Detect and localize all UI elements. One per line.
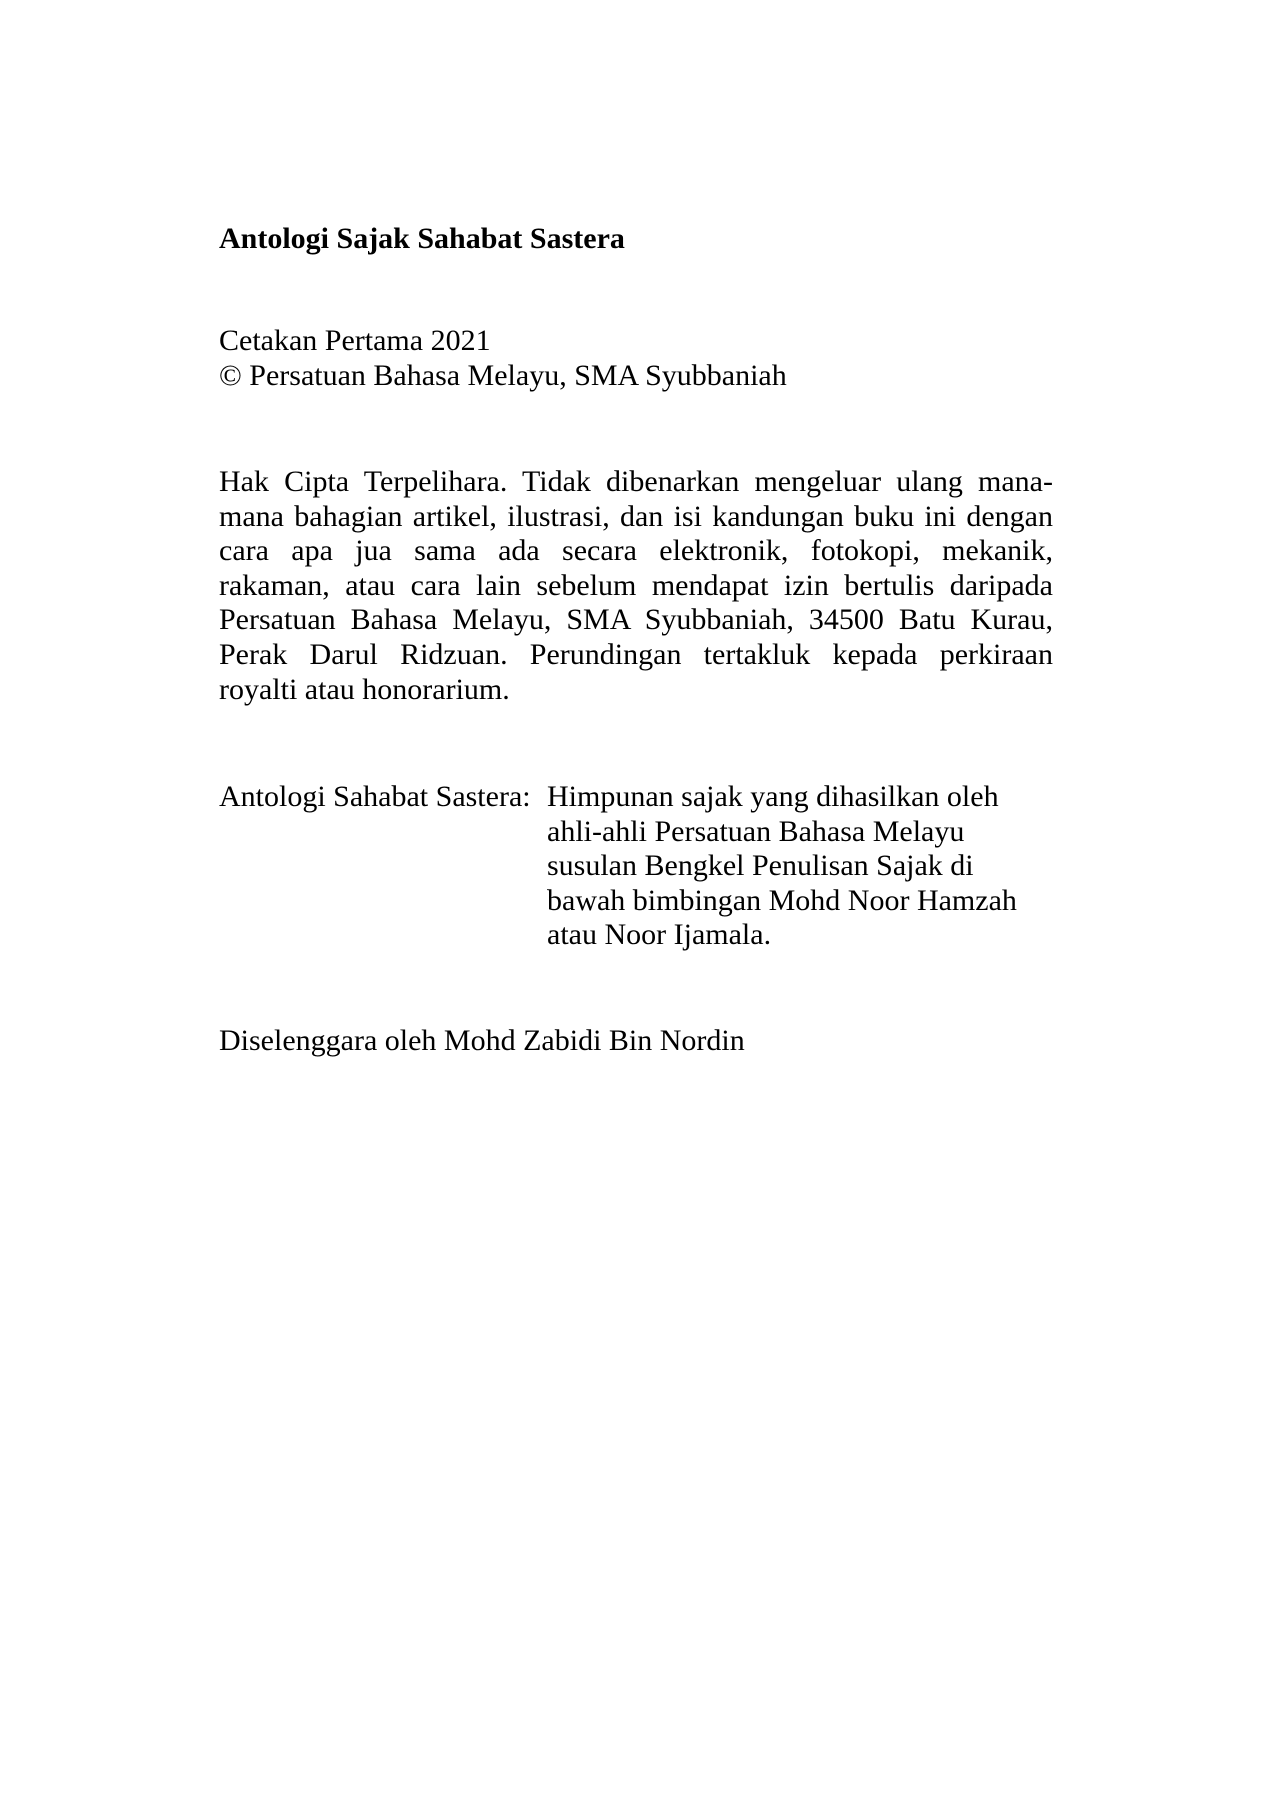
rights-line: mana bahagian artikel, ilustrasi, dan isi kandungan buku ini dengan [219,499,1053,533]
rights-line: cara apa jua sama ada secara elektronik, fotokopi, mekanik, [219,534,1053,568]
description-text [547,780,1047,953]
edition-text: Cetakan Pertama 2021 [219,324,491,357]
description-line: ahli-ahli Persatuan Bahasa Melayu [547,814,965,848]
description-block [219,780,1047,953]
description-label: Antologi Sahabat Sastera: [219,780,531,813]
copyright-text: © Persatuan Bahasa Melayu, SMA Syubbaniah [219,358,787,392]
rights-line: Persatuan Bahasa Melayu, SMA Syubbaniah, 34500 Batu Kurau, [219,603,1053,637]
editor-credit: Diselenggara oleh Mohd Zabidi Bin Nordin [219,1024,745,1057]
rights-line: Perak Darul Ridzuan. Perundingan tertakluk kepada perkiraan [219,637,1053,671]
rights-line: Hak Cipta Terpelihara. Tidak dibenarkan mengeluar ulang mana- [219,465,1053,498]
book-title: Antologi Sajak Sahabat Sastera [219,222,625,255]
description-line: Himpunan sajak yang dihasilkan oleh [547,780,999,813]
description-line: atau Noor Ijamala. [547,918,772,952]
description-line: bawah bimbingan Mohd Noor Hamzah [547,883,1017,917]
rights-paragraph [219,465,1053,707]
rights-line: rakaman, atau cara lain sebelum mendapat izin bertulis daripada [219,568,1053,602]
rights-line: royalti atau honorarium. [219,672,510,706]
edition-info [219,324,787,393]
description-line: susulan Bengkel Penulisan Sajak di [547,849,974,883]
